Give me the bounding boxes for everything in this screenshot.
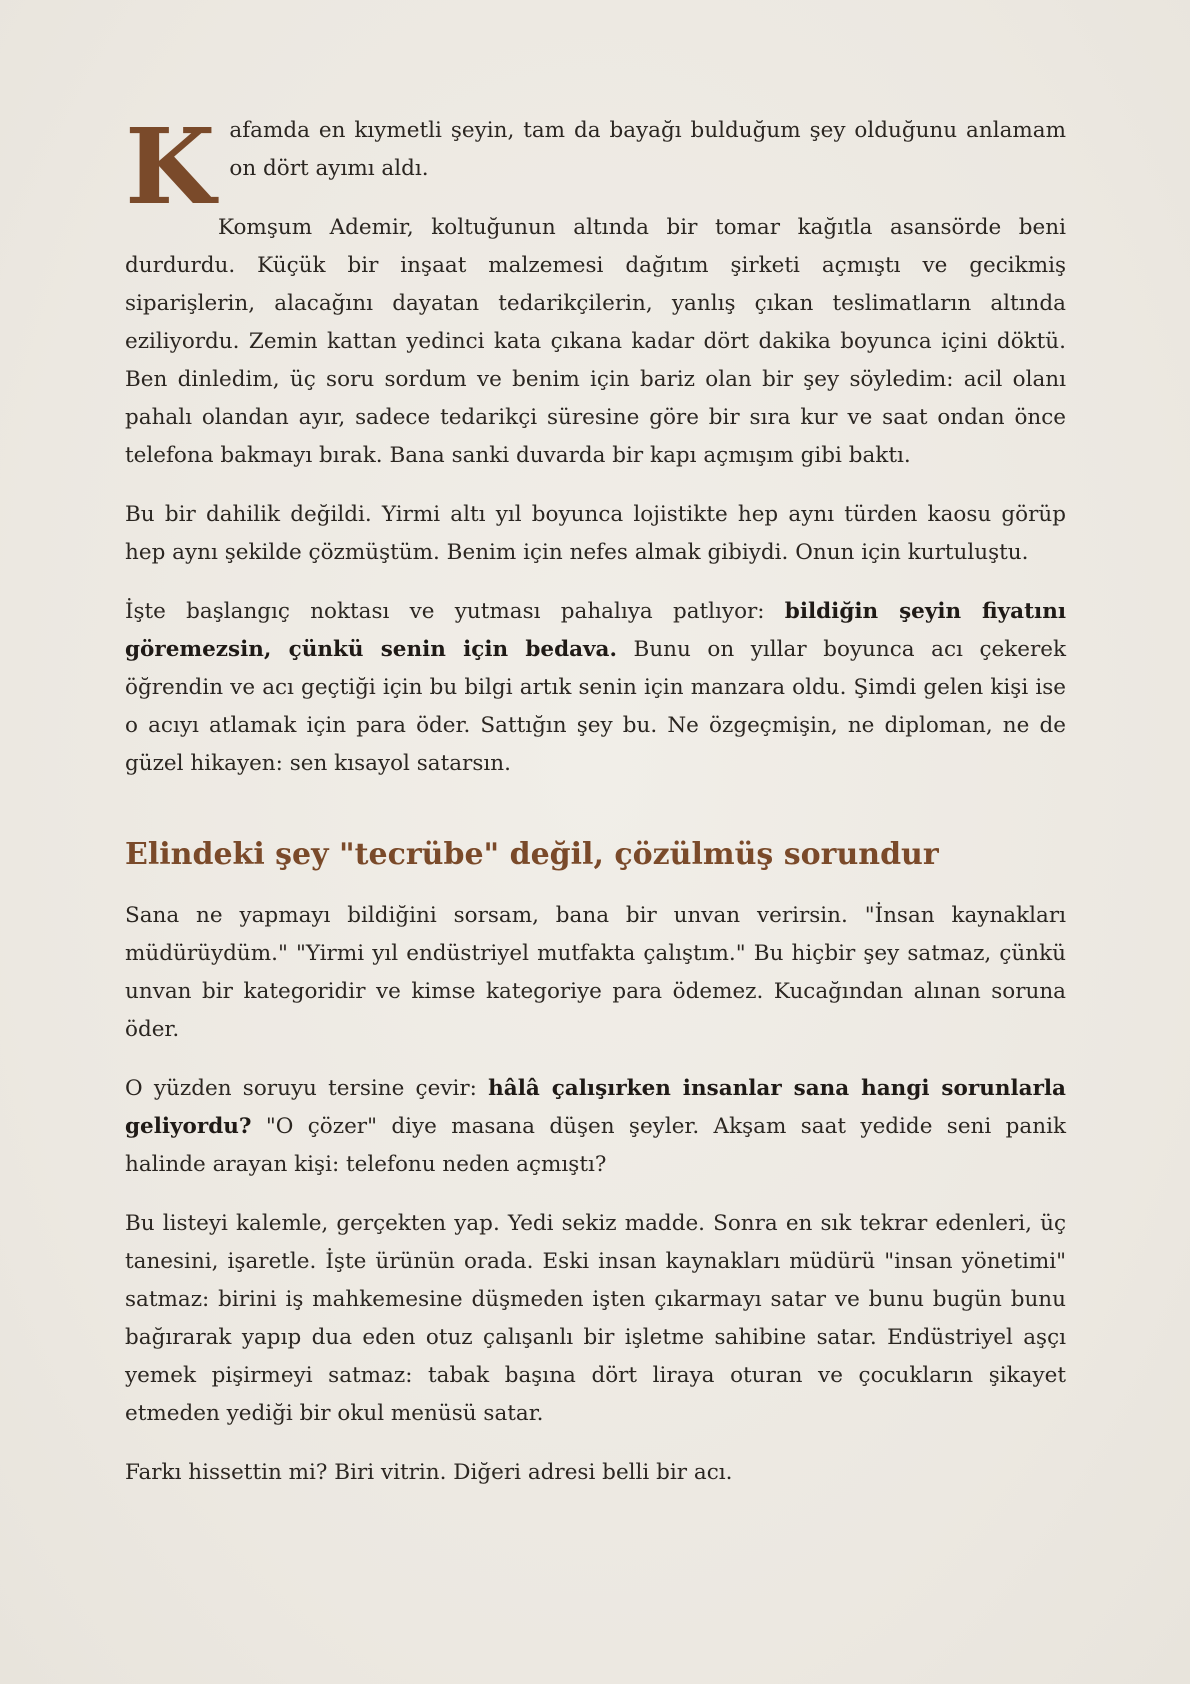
not-genius-paragraph: Bu bir dahilik değildi. Yirmi altı yıl boyunca lojistikte hep aynı türden kaosu görüp hep aynı şekilde çözmüştüm. Benim için nefes almak gibiydi. Onun için kurtuluştu. xyxy=(125,502,1066,565)
list-paragraph: Bu listeyi kalemle, gerçekten yap. Yedi sekiz madde. Sonra en sık tekrar edenleri, üç tanesini, işaretle. İşte ürünün orada. Eski insan kaynakları müdürü "insan yönetimi" satmaz: birini iş mahkemesine düşmeden işten çıkarmayı satar ve bunu bugün bunu bağırarak yapıp dua eden otuz çalışanlı bir işletme sahibine satar. Endüstriyel aşçı yemek pişirmeyi satmaz: tabak başına dört liraya oturan ve çocukların şikayet etmeden yediği bir okul menüsü satar. xyxy=(125,1211,1066,1426)
starting-point-paragraph xyxy=(125,593,1066,783)
opening-text: afamda en kıymetli şeyin, tam da bayağı bulduğum şey olduğunu anlamam on dört ayımı aldı. xyxy=(229,118,1066,181)
reverse-question-text-1: O yüzden soruyu tersine çevir: xyxy=(125,1076,489,1101)
reverse-question-paragraph xyxy=(125,1070,1066,1184)
section-heading: Elindeki şey "tecrübe" değil, çözülmüş sorundur xyxy=(125,837,939,872)
neighbor-story-paragraph: Komşum Ademir, koltuğunun altında bir tomar kağıtla asansörde beni durdurdu. Küçük bir inşaat malzemesi dağıtım şirketi açmıştı ve gecikmiş siparişlerin, alacağını dayatan tedarikçilerin, yanlış çıkan teslimatların altında eziliyordu. Zemin kattan yedinci kata çıkana kadar dört dakika boyunca içini döktü. Ben dinledim, üç soru sordum ve benim için bariz olan bir şey söyledim: acil olanı pahalı olandan ayır, sadece tedarikçi süresine göre bir sıra kur ve saat ondan önce telefona bakmayı bırak. Bana sanki duvarda bir kapı açmışım gibi baktı. xyxy=(125,215,1066,468)
reverse-question-text-2: "O çözer" diye masana düşen şeyler. Akşam saat yedide seni panik halinde arayan kişi: telefonu neden açmıştı? xyxy=(125,1114,1066,1177)
starting-point-text-1: İşte başlangıç noktası ve yutması pahalıya patlıyor: xyxy=(125,599,785,624)
opening-paragraph xyxy=(125,105,1066,228)
reverse-question-bold: hâlâ çalışırken insanlar sana hangi sorunlarla geliyordu? xyxy=(125,1076,1066,1139)
starting-point-text-2: Bunu on yıllar boyunca acı çekerek öğrendin ve acı geçtiği için bu bilgi artık senin için manzara oldu. Şimdi gelen kişi ise o acıyı atlamak için para öder. Sattığın şey bu. Ne özgeçmişin, ne diploman, ne de güzel hikayen: sen kısayol satarsın. xyxy=(125,637,1066,776)
drop-cap: K xyxy=(125,105,216,228)
title-paragraph: Sana ne yapmayı bildiğini sorsam, bana bir unvan verirsin. "İnsan kaynakları müdürüydüm." "Yirmi yıl endüstriyel mutfakta çalıştım." Bu hiçbir şey satmaz, çünkü unvan bir kategoridir ve kimse kategoriye para ödemez. Kucağından alınan soruna öder. xyxy=(125,903,1066,1042)
closing-paragraph: Farkı hissettin mi? Biri vitrin. Diğeri adresi belli bir acı. xyxy=(125,1460,733,1485)
starting-point-bold: bildiğin şeyin fiyatını göremezsin, çünkü senin için bedava. xyxy=(125,599,1066,662)
article-page xyxy=(125,105,1066,1513)
